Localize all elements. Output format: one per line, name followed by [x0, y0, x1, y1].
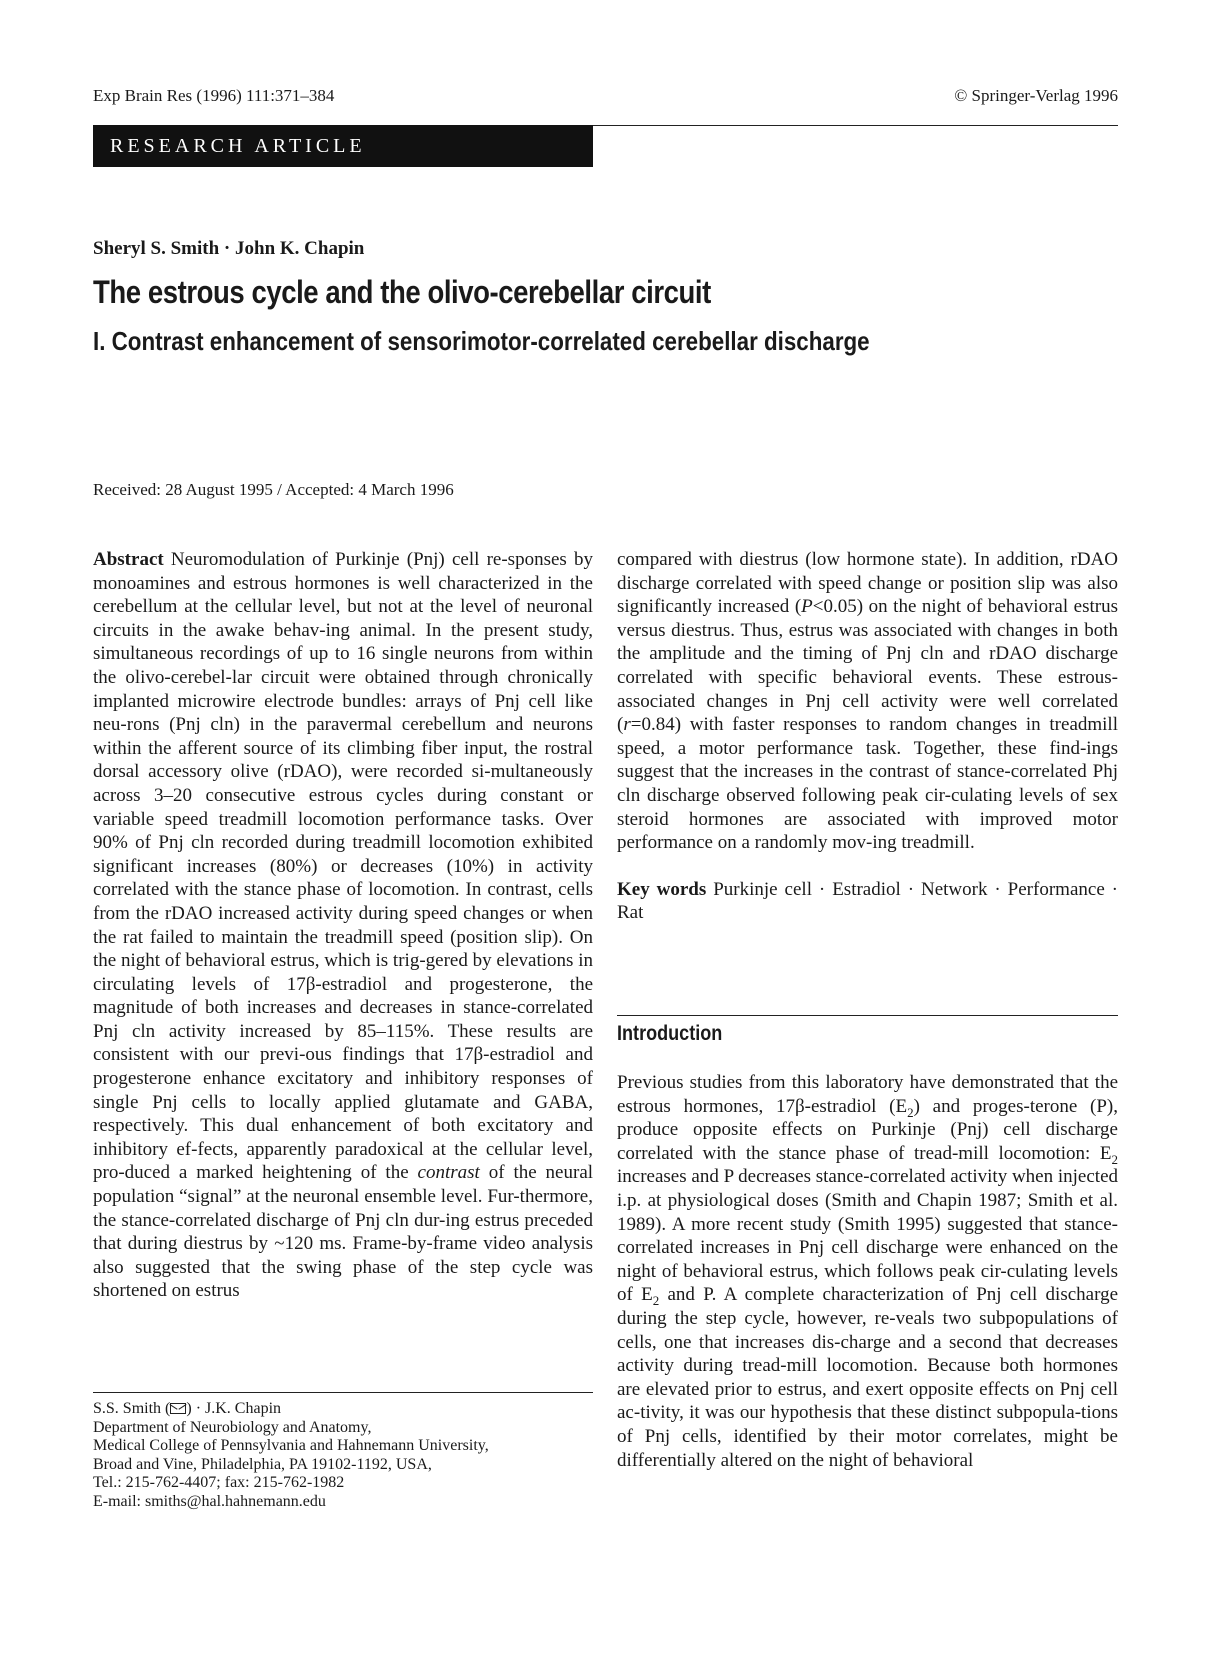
abstract-part1: Neuromodulation of Purkinje (Pnj) cell re-sponses by monoamines and estrous hormones is well characterized in the cerebellum at the cellular level, but not at the level of neuronal circuits in the awake behav-ing animal. In the present study, simultaneous recordings of up to 16 single neurons from within the olivo-cerebel-lar circuit were obtained through chronically implanted microwire electrode bundles: arrays of Pnj cell like neu-rons (Pnj cln) in the paravermal cerebellum and neurons within the afferent source of its climbing fiber input, the rostral dorsal accessory olive (rDAO), were recorded si-multaneously across 3–20 consecutive estrous cycles during constant or variable speed treadmill locomotion performance tasks. Over 90% of Pnj cln recorded during treadmill locomotion exhibited significant increases (80%) or decreases (10%) in activity correlated with the stance phase of locomotion. In contrast, cells from the rDAO increased activity during speed changes or when the rat failed to maintain the treadmill speed (position slip). On the night of behavioral estrus, which is trig-gered by elevations in circulating levels of 17β-estradiol and progesterone, the magnitude of both increases and decreases in stance-correlated Pnj cln activity increased by 85–115%. These results are consistent with our previ-ous findings that 17β-estradiol and progesterone enhance excitatory and inhibitory responses of single Pnj cells to locally applied glutamate and GABA, respectively. This dual enhancement of both excitatory and inhibitory ef-fects, apparently paradoxical at the cellular level, pro-duced a marked heightening of the: [93, 549, 593, 1184]
abstract-column-right: [617, 548, 1118, 925]
footnote-rule: [93, 1392, 593, 1393]
intro-t4: and P. A complete characterization of Pnj cell discharge during the step cycle, however, re-veals two subpopulations of cells, one that increases dis-charge and a second that decreases activity during tread-mill locomotion. Because both hormones are elevated prior to estrus, and exert opposite effects on Pnj cell ac-tivity, it was our hypothesis that these distinct subpopula-tions of Pnj cells, identified by their motor correlates, might be differentially altered on the night of behavioral: [617, 1284, 1118, 1471]
intro-sub1: 2: [907, 1104, 914, 1120]
paper-subtitle: I. Contrast enhancement of sensorimotor-correlated cerebellar discharge: [93, 326, 870, 356]
footnote-authors-a: S.S. Smith (: [93, 1400, 171, 1417]
received-dates: Received: 28 August 1995 / Accepted: 4 March 1996: [93, 480, 454, 499]
abstract-part4: <0.05) on the night of behavioral estrus versus diestrus. Thus, estrus was associated with changes in both the amplitude and the timing of Pnj cln and rDAO discharge correlated with specific behavioral events. These estrous-associated changes in Pnj cell activity were well correlated (: [617, 596, 1118, 736]
correspondence-footnote: [93, 1400, 593, 1511]
abstract-r-italic: r: [623, 714, 631, 736]
abstract-part5: =0.84) with faster responses to random changes in treadmill speed, a motor performance task. Together, these find-ings suggest that the increases in the contrast of stance-correlated Phj cln discharge observed following peak cir-culating levels of sex steroid hormones are associated with improved motor performance on a randomly mov-ing treadmill.: [617, 714, 1118, 854]
keywords: [617, 878, 1118, 925]
abstract-part3: compared with diestrus (low hormone state). In addition, rDAO discharge correlated with speed change or position slip was also significantly increased (: [617, 549, 1118, 618]
envelope-icon: [170, 1403, 186, 1414]
footnote-email[interactable]: E-mail: smiths@hal.hahnemann.edu: [93, 1492, 326, 1510]
intro-t1: Previous studies from this laboratory have demonstrated that the estrous hormones, 17β-estradiol (E: [617, 1072, 1118, 1117]
keywords-label: Key words: [617, 878, 707, 900]
footnote-authors-b: ) · J.K. Chapin: [186, 1400, 282, 1417]
abstract-continued: [617, 548, 1118, 855]
article-type-banner: RESEARCH ARTICLE: [93, 125, 593, 167]
copyright-notice: © Springer-Verlag 1996: [954, 86, 1118, 105]
abstract-text: [93, 548, 593, 1303]
introduction-heading: Introduction: [617, 1022, 723, 1045]
introduction-paragraph: [617, 1071, 1118, 1472]
intro-sub3: 2: [652, 1293, 660, 1309]
keywords-text: Purkinje cell · Estradiol · Network · Performance · Rat: [617, 878, 1119, 924]
introduction-body: [617, 1071, 1118, 1472]
intro-sub2: 2: [1111, 1151, 1118, 1167]
footnote-phone: Tel.: 215-762-4407; fax: 215-762-1982: [93, 1474, 345, 1491]
abstract-p-italic: P: [801, 596, 813, 618]
intro-t2: ) and proges-terone (P), produce opposite effects on Purkinje (Pnj) cell discharge correlated with the stance phase of tread-mill locomotion: E: [617, 1095, 1118, 1164]
journal-citation: Exp Brain Res (1996) 111:371–384: [93, 86, 335, 105]
footnote-institution: Medical College of Pennsylvania and Hahnemann University,: [93, 1437, 489, 1454]
section-rule: [617, 1015, 1118, 1016]
intro-t3: increases and P decreases stance-correlated activity when injected i.p. at physiological doses (Smith and Chapin 1987; Smith et al. 1989). A more recent study (Smith 1995) suggested that stance-correlated increases in Pnj cell discharge were enhanced on the night of behavioral estrus, which follows peak cir-culating levels of E: [617, 1166, 1118, 1306]
abstract-contrast-word: contrast: [417, 1162, 480, 1184]
footnote-address: Broad and Vine, Philadelphia, PA 19102-1192, USA,: [93, 1455, 432, 1473]
footnote-authors: [93, 1400, 593, 1419]
footnote-department: Department of Neurobiology and Anatomy,: [93, 1418, 372, 1436]
author-list: Sheryl S. Smith · John K. Chapin: [93, 238, 365, 259]
abstract-part2: of the neural population “signal” at the neuronal ensemble level. Fur-thermore, the stance-correlated discharge of Pnj cln dur-ing estrus preceded that during diestrus by ~120 ms. Frame-by-frame video analysis also suggested that the swing phase of the step cycle was shortened on estrus: [93, 1162, 594, 1302]
paper-title: The estrous cycle and the olivo-cerebellar circuit: [93, 274, 711, 310]
abstract-label: Abstract: [93, 549, 164, 570]
